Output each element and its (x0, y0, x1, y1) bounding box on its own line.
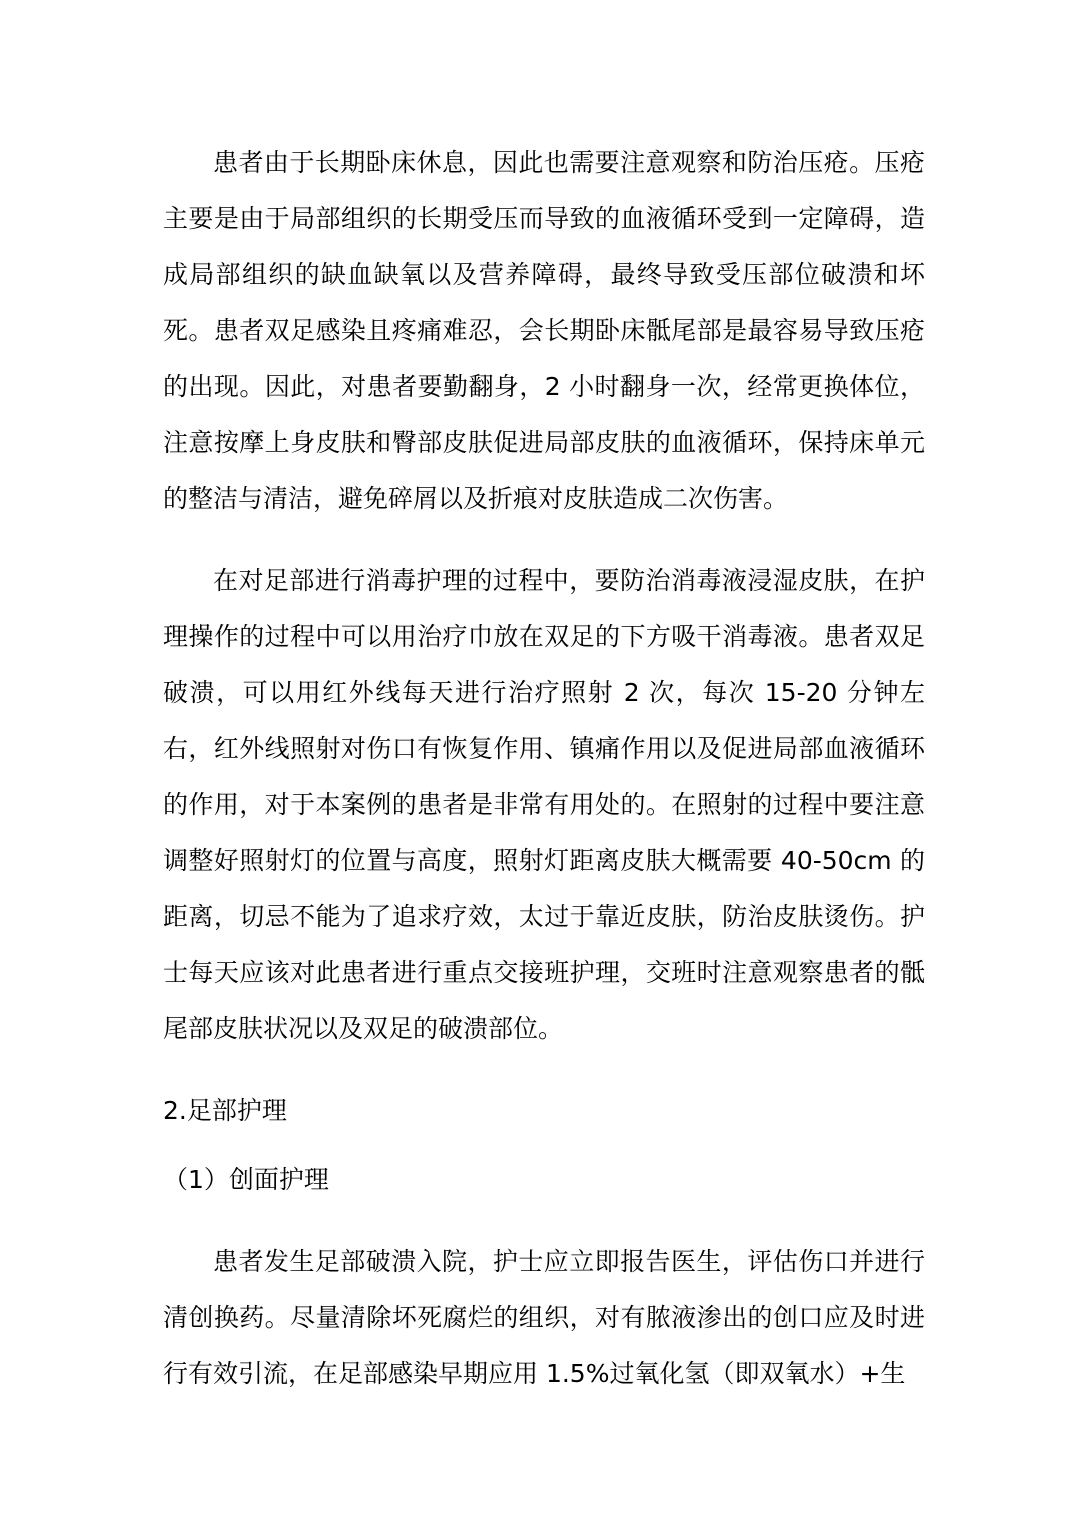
paragraph-foot-disinfection: 在对足部进行消毒护理的过程中，要防治消毒液浸湿皮肤，在护理操作的过程中可以用治疗巾放在双足的下方吸干消毒液。患者双足破溃，可以用红外线每天进行治疗照射 2 次，每次 15-20 分钟左右，红外线照射对伤口有恢复作用、镇痛作用以及促进局部血液循环的作用，对于本案例的患者是非常有用处的。在照射的过程中要注意调整好照射灯的位置与高度，照射灯距离皮肤大概需要 40-50cm 的距离，切忌不能为了追求疗效，太过于靠近皮肤，防治皮肤烫伤。护士每天应该对此患者进行重点交接班护理，交班时注意观察患者的骶尾部皮肤状况以及双足的破溃部位。 (163, 566, 925, 1043)
paragraph-pressure-sore-care: 患者由于长期卧床休息，因此也需要注意观察和防治压疮。压疮主要是由于局部组织的长期受压而导致的血液循环受到一定障碍，造成局部组织的缺血缺氧以及营养障碍，最终导致受压部位破溃和坏死。患者双足感染且疼痛难忍，会长期卧床骶尾部是最容易导致压疮的出现。因此，对患者要勤翻身，2 小时翻身一次，经常更换体位，注意按摩上身皮肤和臀部皮肤促进局部皮肤的血液循环，保持床单元的整洁与清洁，避免碎屑以及折痕对皮肤造成二次伤害。 (163, 148, 925, 513)
paragraph-wound-care: 患者发生足部破溃入院，护士应立即报告医生，评估伤口并进行清创换药。尽量清除坏死腐烂的组织，对有脓液渗出的创口应及时进行有效引流，在足部感染早期应用 1.5%过氧化氢（即双氧水）+生 (163, 1247, 925, 1388)
subsection-heading-wound-care: （1）创面护理 (163, 1165, 329, 1194)
section-heading-foot-care: 2.足部护理 (163, 1096, 287, 1125)
document-body (163, 135, 925, 1456)
